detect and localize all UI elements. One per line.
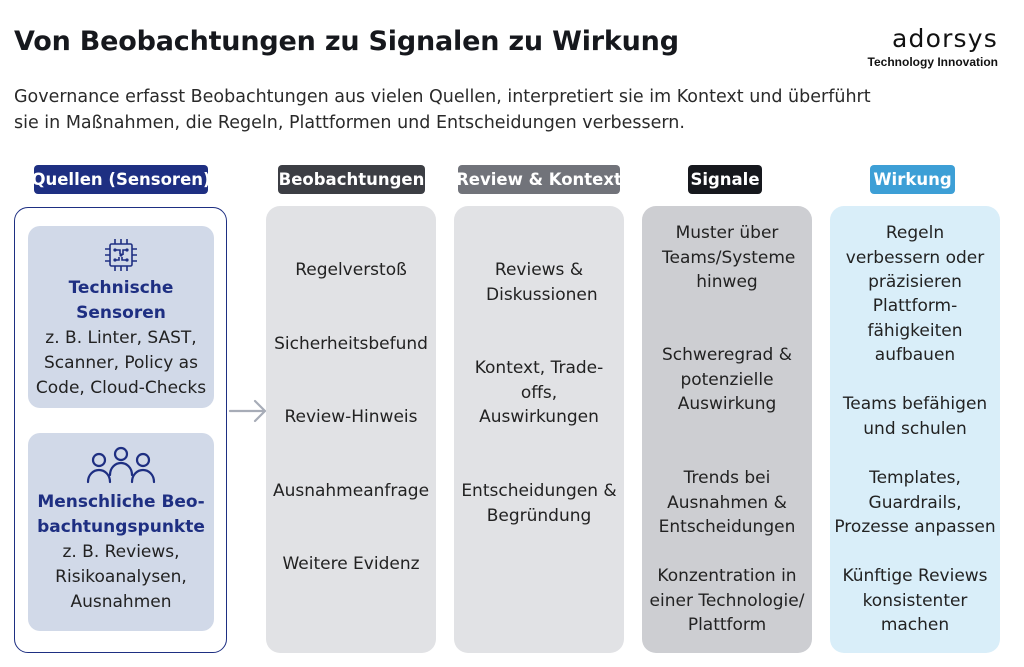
technical-sensors-heading: Technische Sensoren xyxy=(68,278,174,323)
logo-wordmark: adorsys xyxy=(891,24,998,53)
flow-arrow-icon xyxy=(229,397,269,425)
company-logo xyxy=(858,26,998,69)
page-subtitle: Governance erfasst Beobachtungen aus vielen Quellen, interpretiert sie im Kontext und überführt sie in Maßnahmen, die Regeln, Plattformen und Entscheidungen verbessern. xyxy=(14,87,871,133)
observation-item: Review-Hinweis xyxy=(284,407,418,427)
review-item: Entscheidungen & Begründung xyxy=(461,481,617,526)
chip-icon xyxy=(102,236,140,274)
technical-sensors-text: z. B. Linter, SAST, Scanner, Policy as Code, Cloud-Checks xyxy=(35,328,207,398)
impact-item: Plattform-fähigkeiten aufbauen xyxy=(867,296,963,365)
column-header-review: Review & Kontext xyxy=(458,165,620,194)
impact-item: Templates, Guardrails, Prozesse anpassen xyxy=(834,468,996,537)
signal-item: Schweregrad & potenzielle Auswirkung xyxy=(662,345,792,414)
signal-item: Muster über Teams/Systeme hinweg xyxy=(662,223,796,292)
column-header-signals: Signale xyxy=(688,165,762,194)
human-observers-card xyxy=(28,433,214,631)
column-header-observations: Beobachtungen xyxy=(278,165,425,194)
impact-item: Regeln verbessern oder präzisieren xyxy=(845,223,985,292)
review-item: Reviews & Diskussionen xyxy=(486,260,598,305)
review-column xyxy=(454,206,624,653)
page-title: Von Beobachtungen zu Signalen zu Wirkung xyxy=(14,26,679,57)
observation-item: Weitere Evidenz xyxy=(282,554,420,574)
review-item: Kontext, Trade-offs, Auswirkungen xyxy=(474,358,604,427)
impact-column xyxy=(830,206,1000,653)
impact-item: Teams befähigen und schulen xyxy=(842,394,988,439)
human-observers-heading: Menschliche Beo-bachtungspunkte xyxy=(37,492,205,537)
signals-column xyxy=(642,206,812,653)
observation-item: Regelverstoß xyxy=(295,260,407,280)
technical-sensors-card xyxy=(28,226,214,408)
human-observers-text: z. B. Reviews, Risikoanalysen, Ausnahmen xyxy=(55,542,187,612)
impact-item: Künftige Reviews konsistenter machen xyxy=(842,566,988,635)
column-header-sources: Quellen (Sensoren) xyxy=(34,165,208,194)
people-icon xyxy=(83,445,159,485)
signal-item: Trends bei Ausnahmen & Entscheidungen xyxy=(658,468,796,537)
signal-item: Konzentration in einer Technologie/ Plattform xyxy=(649,566,805,635)
observation-item: Ausnahmeanfrage xyxy=(272,481,430,501)
column-header-impact: Wirkung xyxy=(870,165,955,194)
logo-tagline: Technology Innovation xyxy=(867,55,998,69)
observation-item: Sicherheitsbefund xyxy=(274,334,428,354)
observations-column xyxy=(266,206,436,653)
